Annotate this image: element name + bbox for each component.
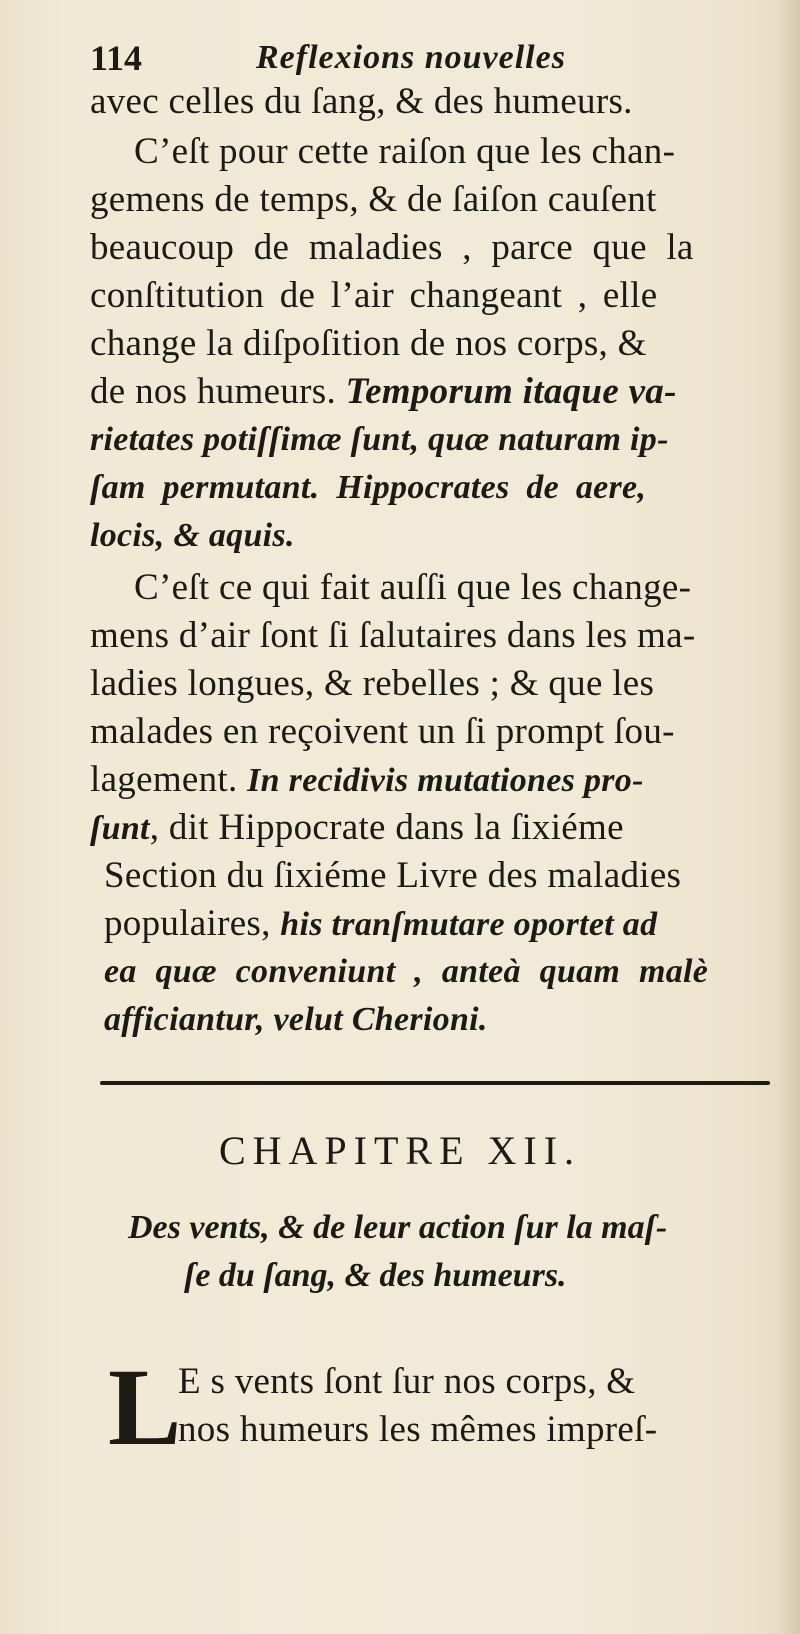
text-line: mens d’air ſont ſi ſalutaires dans les ma- bbox=[90, 615, 696, 656]
page-number: 114 bbox=[90, 38, 143, 78]
text-line: beaucoup de maladies , parce que la bbox=[90, 227, 694, 268]
text-line: avec celles du ſang, & des humeurs. bbox=[90, 81, 633, 122]
paragraph-start-line: C’eſt pour cette raiſon que les chan- bbox=[134, 131, 676, 172]
running-title: Reflexions nouvelles bbox=[256, 39, 566, 76]
text-line bbox=[104, 902, 657, 947]
drop-cap: L bbox=[108, 1346, 182, 1468]
text-line: malades en reçoivent un ſi prompt ſou- bbox=[90, 711, 675, 752]
latin-quotation-line: afficiantur, velut Cherioni. bbox=[104, 1001, 488, 1038]
chapter-second-line: nos humeurs les mêmes impreſ- bbox=[178, 1409, 658, 1450]
page-edge-shadow bbox=[778, 0, 800, 1634]
chapter-subtitle-line: ſe du ſang, & des humeurs. bbox=[184, 1257, 567, 1294]
text-line: Section du ſixiéme Livre des maladies bbox=[104, 855, 682, 896]
latin-quotation: his tranſmutare oportet ad bbox=[280, 906, 658, 943]
chapter-subtitle-line: Des vents, & de leur action ſur la maſ- bbox=[128, 1209, 668, 1246]
latin-quotation-line: locis, & aquis. bbox=[90, 517, 295, 554]
text-segment: lagement. bbox=[90, 759, 238, 800]
text-segment: populaires, bbox=[104, 903, 271, 944]
text-segment: de nos humeurs. bbox=[90, 371, 336, 412]
chapter-heading: CHAPITRE XII. bbox=[218, 1128, 582, 1173]
text-line bbox=[90, 806, 624, 851]
text-line bbox=[90, 370, 677, 414]
chapter-first-line: E s vents ſont ſur nos corps, & bbox=[178, 1361, 636, 1402]
latin-quotation: In recidivis mutationes pro- bbox=[247, 762, 644, 799]
chapter-divider-rule bbox=[100, 1081, 770, 1085]
text-line: change la diſpoſition de nos corps, & bbox=[90, 323, 647, 364]
latin-quotation: Temporum itaque va- bbox=[345, 371, 677, 412]
paragraph-start-line: C’eſt ce qui fait auſſi que les change- bbox=[134, 567, 692, 608]
latin-quotation: ſunt bbox=[90, 810, 150, 847]
latin-quotation-line: ſam permutant. Hippocrates de aere, bbox=[90, 469, 647, 506]
text-line: ladies longues, & rebelles ; & que les bbox=[90, 663, 655, 704]
text-line: gemens de temps, & de ſaiſon cauſent bbox=[90, 179, 657, 220]
latin-quotation-line: rietates potiſſimæ ſunt, quæ naturam ip- bbox=[90, 421, 669, 458]
latin-quotation-line: ea quæ conveniunt , anteà quam malè bbox=[104, 953, 709, 990]
text-line bbox=[90, 758, 644, 803]
text-segment: , dit Hippocrate dans la ſixiéme bbox=[149, 807, 624, 848]
text-line: conſtitution de l’air changeant , elle bbox=[90, 275, 658, 316]
